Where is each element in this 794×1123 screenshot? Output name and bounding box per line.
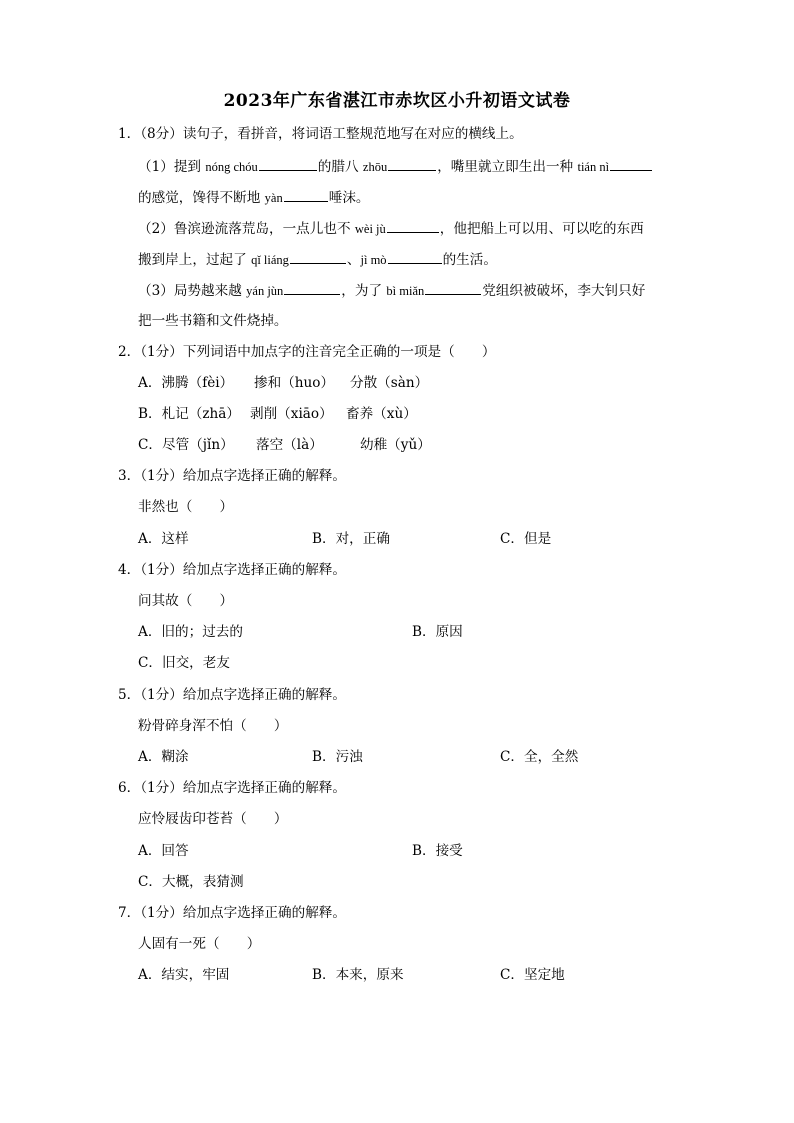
q4-option-a[interactable]: A．旧的；过去的 bbox=[138, 624, 243, 640]
page-title: 2023年广东省湛江市赤坎区小升初语文试卷 bbox=[223, 91, 571, 111]
q5-option-b[interactable]: B．污浊 bbox=[312, 749, 363, 765]
q6-stem: 应怜屐齿印苍苔（ ） bbox=[138, 811, 288, 827]
pinyin: wèi jù bbox=[354, 222, 386, 236]
q2-option-b-2: 剥削（xiāo） bbox=[250, 406, 333, 422]
q4-option-b[interactable]: B．原因 bbox=[412, 624, 463, 640]
answer-blank[interactable] bbox=[610, 157, 652, 171]
q4-stem: 问其故（ ） bbox=[138, 593, 234, 609]
q3-option-a[interactable]: A．这样 bbox=[138, 531, 189, 547]
q7-option-c[interactable]: C．坚定地 bbox=[500, 967, 565, 983]
pinyin: zhōu bbox=[362, 160, 388, 174]
pinyin: jì mò bbox=[360, 253, 387, 267]
q1-sentence-1-line-2: 的感觉，馋得不断地 yàn 唾沫。 bbox=[138, 190, 370, 206]
q6-option-c[interactable]: C．大概，表猜测 bbox=[138, 874, 244, 890]
q2-option-c-3: 幼稚（yǔ） bbox=[360, 437, 431, 453]
pinyin: bì miǎn bbox=[386, 284, 425, 298]
q6-heading: 6．（1分）给加点字选择正确的解释。 bbox=[118, 780, 346, 796]
answer-blank[interactable] bbox=[388, 250, 442, 264]
q7-heading: 7．（1分）给加点字选择正确的解释。 bbox=[118, 905, 346, 921]
pinyin: tián nì bbox=[577, 160, 610, 174]
pinyin: nóng chóu bbox=[205, 160, 258, 174]
pinyin: yàn bbox=[264, 191, 283, 205]
q6-option-a[interactable]: A．回答 bbox=[138, 843, 189, 859]
q7-stem: 人固有一死（ ） bbox=[138, 936, 261, 952]
q2-option-a-1[interactable]: A．沸腾（fèi） bbox=[138, 375, 234, 391]
q7-option-a[interactable]: A．结实，牢固 bbox=[138, 967, 230, 983]
q1-sentence-2-line-1: （2）鲁滨逊流落荒岛，一点儿也不 wèi jù ，他把船上可以用、可以吃的东西 bbox=[138, 221, 644, 237]
q4-heading: 4．（1分）给加点字选择正确的解释。 bbox=[118, 562, 346, 578]
pinyin: qǐ liáng bbox=[251, 253, 289, 267]
answer-blank[interactable] bbox=[290, 250, 346, 264]
q2-option-c-2: 落空（là） bbox=[256, 437, 323, 453]
q1-sentence-3-line-2: 把一些书籍和文件烧掉。 bbox=[138, 313, 288, 329]
q3-option-c[interactable]: C．但是 bbox=[500, 531, 552, 547]
answer-blank[interactable] bbox=[259, 157, 317, 171]
q5-option-a[interactable]: A．糊涂 bbox=[138, 749, 189, 765]
q2-option-b-3: 畜养（xù） bbox=[346, 406, 417, 422]
q5-heading: 5．（1分）给加点字选择正确的解释。 bbox=[118, 687, 346, 703]
answer-blank[interactable] bbox=[284, 188, 328, 202]
q2-heading: 2．（1分）下列词语中加点字的注音完全正确的一项是（ ） bbox=[118, 344, 496, 360]
answer-blank[interactable] bbox=[387, 219, 439, 233]
q5-option-c[interactable]: C．全，全然 bbox=[500, 749, 579, 765]
answer-blank[interactable] bbox=[388, 157, 436, 171]
answer-blank[interactable] bbox=[284, 281, 340, 295]
q1-heading: 1．（8分）读句子，看拼音，将词语工整规范地写在对应的横线上。 bbox=[118, 126, 523, 142]
q1-sentence-2-line-2: 搬到岸上，过起了 qǐ liáng 、jì mò 的生活。 bbox=[138, 252, 497, 268]
q1-sentence-3-line-1: （3）局势越来越 yán jùn ，为了 bì miǎn 党组织被破坏，李大钊只好 bbox=[138, 283, 646, 299]
pinyin: yán jùn bbox=[246, 284, 284, 298]
q2-option-a-3: 分散（sàn） bbox=[350, 375, 429, 391]
q3-heading: 3．（1分）给加点字选择正确的解释。 bbox=[118, 468, 346, 484]
q5-stem: 粉骨碎身浑不怕（ ） bbox=[138, 718, 288, 734]
answer-blank[interactable] bbox=[425, 281, 481, 295]
q2-option-a-2: 掺和（huo） bbox=[254, 375, 335, 391]
q6-option-b[interactable]: B．接受 bbox=[412, 843, 463, 859]
q4-option-c[interactable]: C．旧交，老友 bbox=[138, 655, 230, 671]
q2-option-b-1[interactable]: B．札记（zhā） bbox=[138, 406, 240, 422]
q2-option-c-1[interactable]: C．尽管（jǐn） bbox=[138, 437, 234, 453]
q3-stem: 非然也（ ） bbox=[138, 499, 234, 515]
q7-option-b[interactable]: B．本来，原来 bbox=[312, 967, 404, 983]
q3-option-b[interactable]: B．对，正确 bbox=[312, 531, 390, 547]
q1-sentence-1-line-1: （1）提到 nóng chóu 的腊八 zhōu ，嘴里就立即生出一种 tián nì bbox=[138, 157, 653, 176]
